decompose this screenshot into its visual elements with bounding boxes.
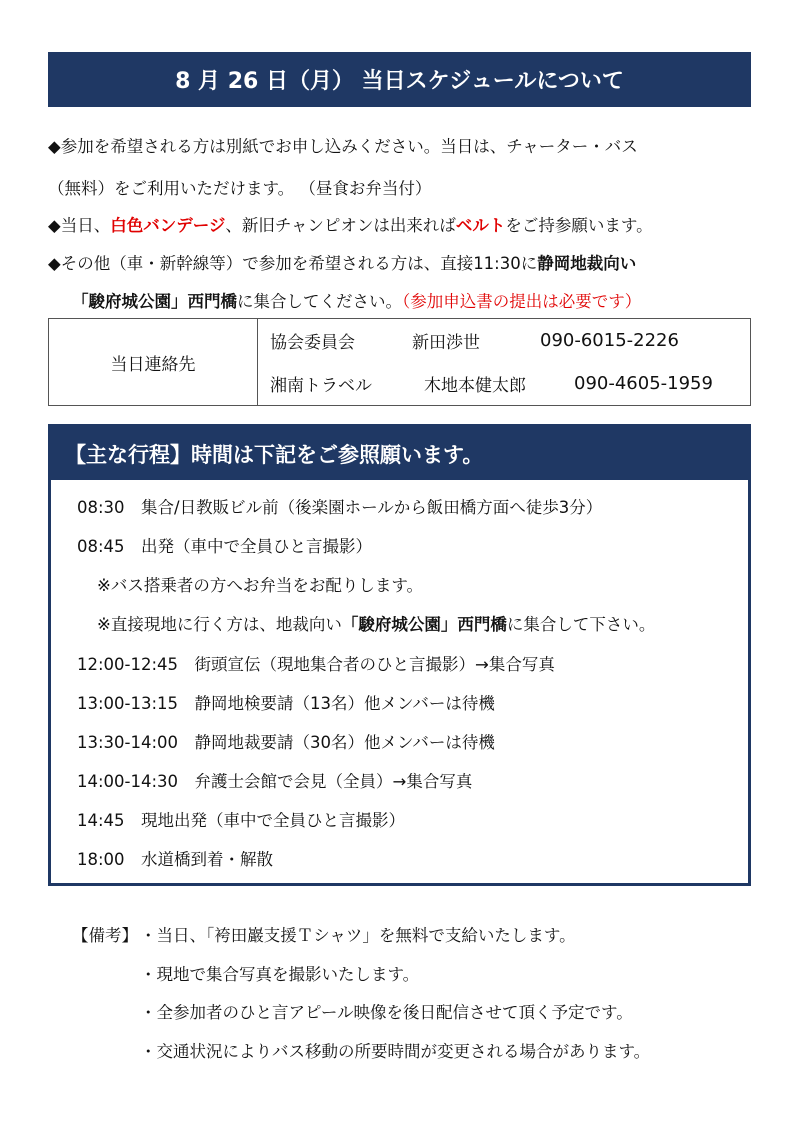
contact-org: 協会委員会 — [270, 333, 355, 353]
contact-info — [258, 319, 751, 406]
schedule-row: 08:45 出発（車中で全員ひと言撮影） — [77, 537, 373, 556]
schedule-box — [48, 424, 751, 886]
schedule-r4-a: ※直接現地に行く方は、地裁向い — [97, 615, 342, 634]
intro-l3-c: 、新旧チャンピオンは出来れば — [225, 216, 456, 235]
notes-item: ・当日、「袴田巖支援Ｔシャツ」を無料で支給いたします。 — [140, 926, 576, 945]
intro-line-4 — [48, 250, 636, 274]
belt-text: ベルト — [455, 216, 506, 235]
schedule-row: 18:00 水道橋到着・解散 — [77, 850, 274, 869]
schedule-note — [97, 611, 655, 635]
schedule-row: 14:45 現地出発（車中で全員ひと言撮影） — [77, 811, 406, 830]
contact-phone: 090-6015-2226 — [540, 330, 679, 351]
notes-item: ・交通状況によりバス移動の所要時間が変更される場合があります。 — [140, 1042, 651, 1061]
intro-l5-b: に集合してください。 — [237, 292, 402, 311]
contact-table — [48, 318, 751, 406]
notes-item: ・全参加者のひと言アピール映像を後日配信させて頂く予定です。 — [140, 1003, 633, 1022]
intro-l3-a: ◆当日、 — [48, 216, 111, 235]
contact-phone: 090-4605-1959 — [574, 373, 713, 394]
intro-line-1: ◆参加を希望される方は別紙でお申し込みください。当日は、チャーター・バス — [48, 137, 638, 156]
contact-label: 当日連絡先 — [49, 319, 258, 406]
schedule-row: 12:00-12:45 街頭宣伝（現地集合者のひと言撮影）→集合写真 — [77, 655, 555, 674]
contact-row — [270, 319, 750, 362]
schedule-row: 13:30-14:00 静岡地裁要請（30名）他メンバーは待機 — [77, 733, 495, 752]
notes-label: 【備考】 — [72, 926, 138, 945]
contact-name: 新田渉世 — [412, 333, 480, 353]
schedule-row: 08:30 集合/日教販ビル前（後楽園ホールから飯田橋方面へ徒歩3分） — [77, 498, 603, 517]
schedule-heading: 【主な行程】時間は下記をご参照願います。 — [51, 427, 748, 480]
court-location-text: 静岡地裁向い — [537, 254, 637, 273]
contact-org: 湘南トラベル — [270, 376, 372, 396]
intro-line-2: （無料）をご利用いただけます。 （昼食お弁当付） — [48, 179, 432, 198]
schedule-r4-c: に集合して下さい。 — [506, 615, 656, 634]
schedule-row: 14:00-14:30 弁護士会館で会見（全員）→集合写真 — [77, 772, 473, 791]
contact-row — [270, 362, 750, 405]
application-note: （参加申込書の提出は必要です） — [402, 292, 642, 311]
gate-location-text: 「駿府城公園」西門橋 — [341, 615, 507, 634]
schedule-note: ※バス搭乗者の方へお弁当をお配りします。 — [97, 576, 424, 595]
intro-l3-e: をご持参願います。 — [505, 216, 653, 235]
intro-line-3 — [48, 212, 653, 236]
schedule-row: 13:00-13:15 静岡地検要請（13名）他メンバーは待機 — [77, 694, 495, 713]
intro-l4-a: ◆その他（車・新幹線等）で参加を希望される方は、直接11:30に — [48, 254, 538, 273]
notes-item: ・現地で集合写真を撮影いたします。 — [140, 965, 420, 984]
page-title: 8 月 26 日（月） 当日スケジュールについて — [48, 52, 751, 107]
contact-name: 木地本健太郎 — [424, 376, 526, 396]
intro-line-5 — [72, 288, 641, 312]
gate-location-text: 「駿府城公園」西門橋 — [72, 292, 237, 311]
white-bandage-text: 白色バンデージ — [110, 216, 226, 235]
